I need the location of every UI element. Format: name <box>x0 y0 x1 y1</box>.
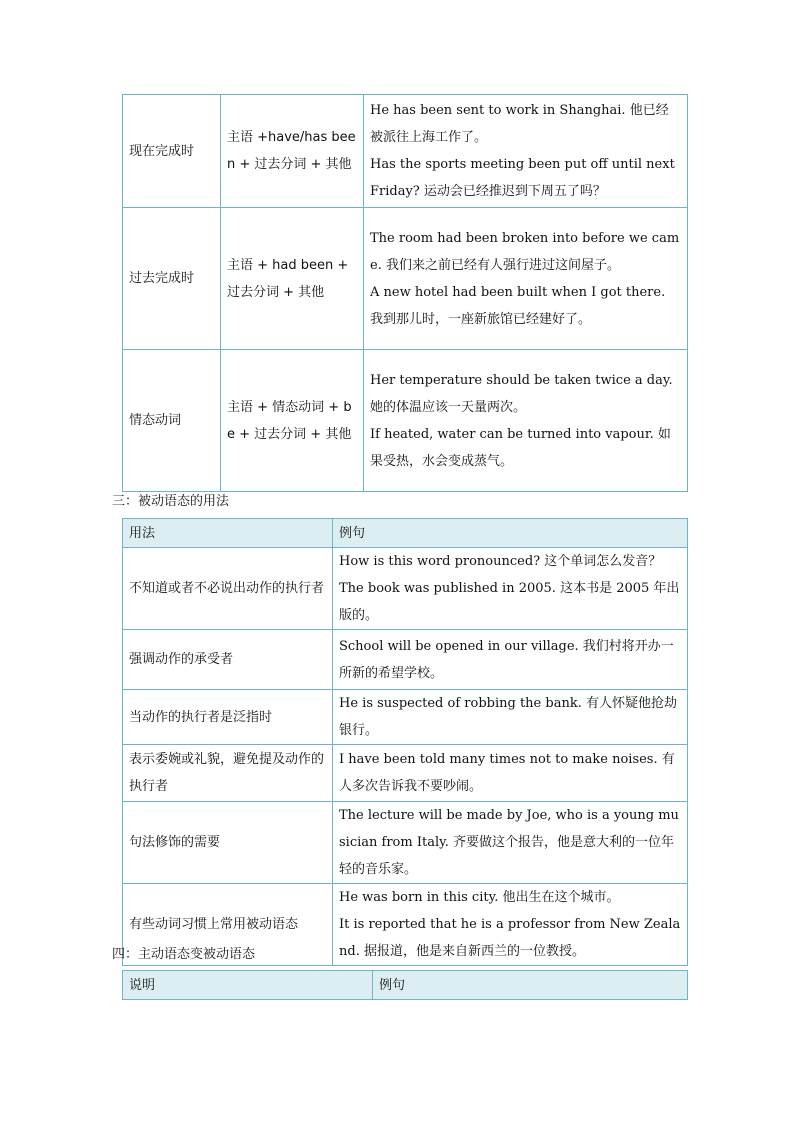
usage-table <box>122 518 688 966</box>
usage-cell: 表示委婉或礼貌，避免提及动作的执行者 <box>123 745 333 802</box>
usage-cell: 强调动作的承受者 <box>123 630 333 690</box>
table-header-row <box>123 971 688 1000</box>
example-sentence: How is this word pronounced? 这个单词怎么发音？ <box>339 554 662 569</box>
conversion-table <box>122 970 688 1000</box>
table-header-row <box>123 519 688 548</box>
table-row <box>123 95 688 208</box>
usage-cell: 有些动词习惯上常用被动语态 <box>123 884 333 966</box>
example-sentence: He has been sent to work in Shanghai. 他已经被派往上海工作了。 <box>370 103 669 145</box>
table-row <box>123 548 688 630</box>
column-header-description: 说明 <box>123 971 373 1000</box>
table-row <box>123 630 688 690</box>
usage-cell: 不知道或者不必说出动作的执行者 <box>123 548 333 630</box>
example-sentence: He was born in this city. 他出生在这个城市。 <box>339 890 620 905</box>
example-cell <box>333 745 688 802</box>
example-sentence: If heated, water can be turned into vapour. 如果受热，水会变成蒸气。 <box>370 426 671 469</box>
example-sentence: School will be opened in our village. 我们村将开办一所新的希望学校。 <box>339 638 674 681</box>
example-sentence: Has the sports meeting been put off until next Friday? 运动会已经推迟到下周五了吗？ <box>370 157 675 199</box>
example-sentence: He is suspected of robbing the bank. 有人怀疑他抢劫银行。 <box>339 696 677 738</box>
table-row <box>123 350 688 492</box>
example-cell <box>333 630 688 690</box>
table-row <box>123 208 688 350</box>
tense-structure: 主语 + had been + 过去分词 + 其他 <box>221 208 364 350</box>
table-row <box>123 802 688 884</box>
tense-structure: 主语 +have/has been + 过去分词 + 其他 <box>221 95 364 208</box>
tense-structure: 主语 + 情态动词 + be + 过去分词 + 其他 <box>221 350 364 492</box>
column-header-usage: 用法 <box>123 519 333 548</box>
usage-cell: 当动作的执行者是泛指时 <box>123 690 333 745</box>
example-sentence: Her temperature should be taken twice a day. 她的体温应该一天量两次。 <box>370 372 673 415</box>
table-row <box>123 690 688 745</box>
section-heading: 四：主动语态变被动语态 <box>112 947 256 962</box>
tense-name: 情态动词 <box>123 350 221 492</box>
tense-name: 过去完成时 <box>123 208 221 350</box>
column-header-example: 例句 <box>333 519 688 548</box>
example-sentence: A new hotel had been built when I got there. 我到那儿时，一座新旅馆已经建好了。 <box>370 284 666 327</box>
usage-cell: 句法修饰的需要 <box>123 802 333 884</box>
tense-examples <box>364 208 688 350</box>
example-cell <box>333 690 688 745</box>
example-cell <box>333 884 688 966</box>
example-cell <box>333 548 688 630</box>
example-cell <box>333 802 688 884</box>
tense-examples <box>364 95 688 208</box>
table-row <box>123 745 688 802</box>
example-sentence: The book was published in 2005. 这本书是 2005 年出版的。 <box>339 581 680 623</box>
example-sentence: The room had been broken into before we came. 我们来之前已经有人强行进过这间屋子。 <box>370 230 680 273</box>
example-sentence: It is reported that he is a professor from New Zealand. 据报道，他是来自新西兰的一位教授。 <box>339 917 681 959</box>
example-sentence: The lecture will be made by Joe, who is a young musician from Italy. 齐要做这个报告，他是意大利的一位年轻的音乐家。 <box>339 808 679 877</box>
tense-table <box>122 94 688 492</box>
tense-examples <box>364 350 688 492</box>
section-heading: 三：被动语态的用法 <box>112 494 230 509</box>
tense-name: 现在完成时 <box>123 95 221 208</box>
column-header-example: 例句 <box>373 971 688 1000</box>
example-sentence: I have been told many times not to make noises. 有人多次告诉我不要吵闹。 <box>339 752 675 794</box>
